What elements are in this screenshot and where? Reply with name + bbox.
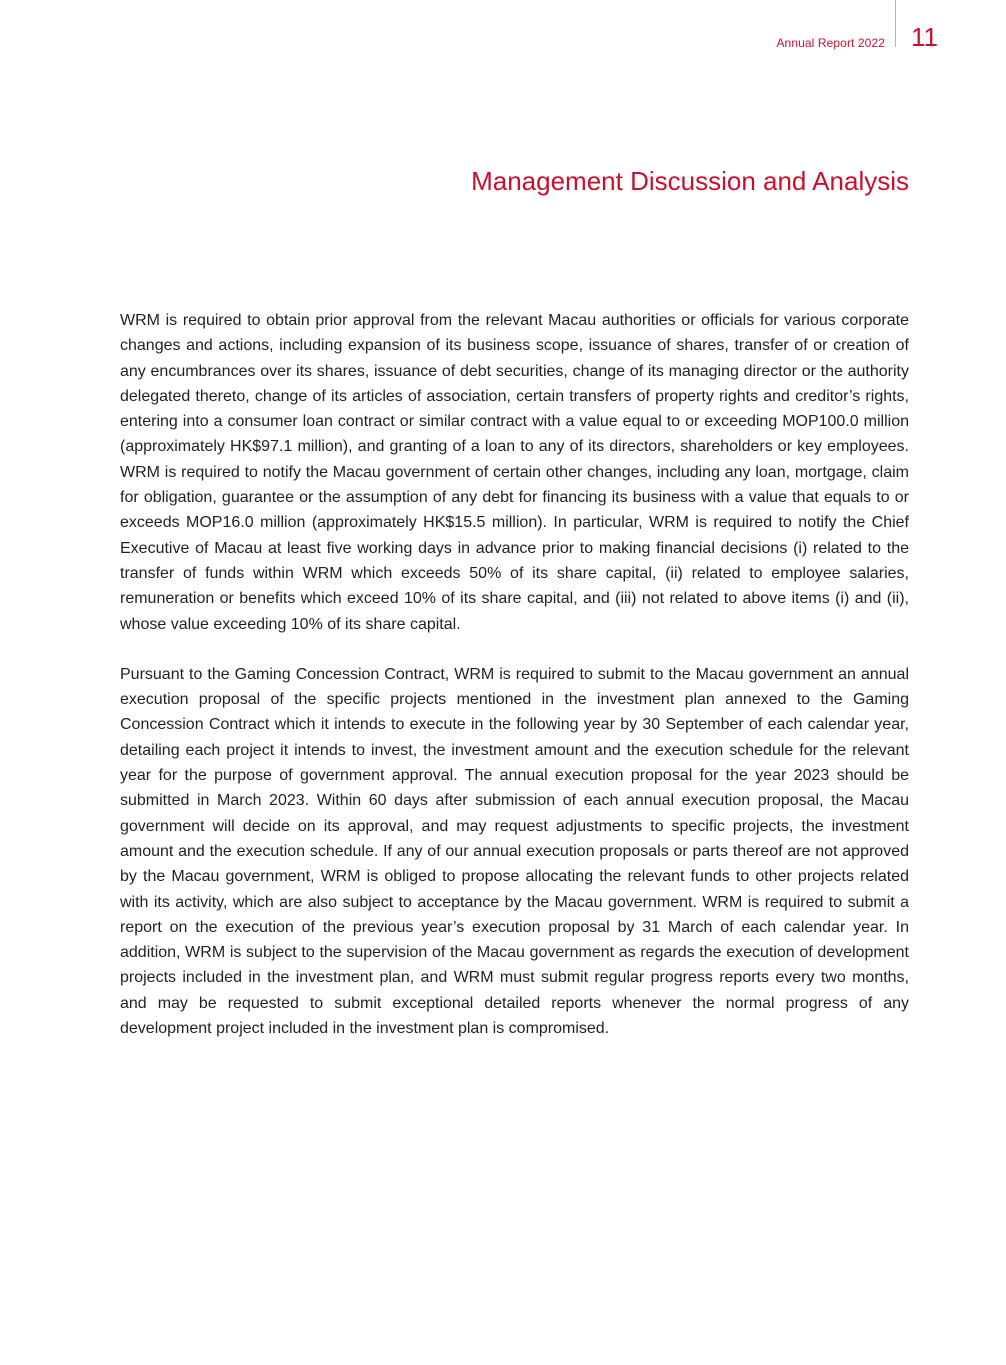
page-number: 11	[911, 22, 938, 52]
body-content	[120, 308, 909, 1066]
page-header	[0, 0, 1006, 60]
paragraph-approval-requirements: WRM is required to obtain prior approval from the relevant Macau authorities or officials for various corporate changes and actions, including expansion of its business scope, issuance of shares, transfer of or creation of any encumbrances over its shares, issuance of debt securities, change of its managing director or the authority delegated thereto, change of its articles of association, certain transfers of property rights and creditor’s rights, entering into a consumer loan contract or similar contract with a value equal to or exceeding MOP100.0 million (approximately HK$97.1 million), and granting of a loan to any of its directors, shareholders or key employees. WRM is required to notify the Macau government of certain other changes, including any loan, mortgage, claim for obligation, guarantee or the assumption of any debt for financing its business with a value that equals to or exceeds MOP16.0 million (approximately HK$15.5 million). In particular, WRM is required to notify the Chief Executive of Macau at least five working days in advance prior to making financial decisions (i) related to the transfer of funds within WRM which exceeds 50% of its share capital, (ii) related to employee salaries, remuneration or benefits which exceed 10% of its share capital, and (iii) not related to above items (i) and (ii), whose value exceeding 10% of its share capital.	[120, 312, 909, 633]
paragraph-execution-proposal: Pursuant to the Gaming Concession Contract, WRM is required to submit to the Macau government an annual execution proposal of the specific projects mentioned in the investment plan annexed to the Gaming Concession Contract which it intends to execute in the following year by 30 September of each calendar year, detailing each project it intends to invest, the investment amount and the execution schedule for the relevant year for the purpose of government approval. The annual execution proposal for the year 2023 should be submitted in March 2023. Within 60 days after submission of each annual execution proposal, the Macau government will decide on its approval, and may request adjustments to specific projects, the investment amount and the execution schedule. If any of our annual execution proposals or parts thereof are not approved by the Macau government, WRM is obliged to propose allocating the relevant funds to other projects related with its activity, which are also subject to acceptance by the Macau government. WRM is required to submit a report on the execution of the previous year’s execution proposal by 31 March of each calendar year. In addition, WRM is subject to the supervision of the Macau government as regards the execution of development projects included in the investment plan, and WRM must submit regular progress reports every two months, and may be requested to submit exceptional detailed reports whenever the normal progress of any development project included in the investment plan is compromised.	[120, 665, 909, 1038]
header-divider	[895, 0, 896, 47]
report-label: Annual Report 2022	[776, 36, 885, 50]
section-title: Management Discussion and Analysis	[471, 166, 909, 196]
